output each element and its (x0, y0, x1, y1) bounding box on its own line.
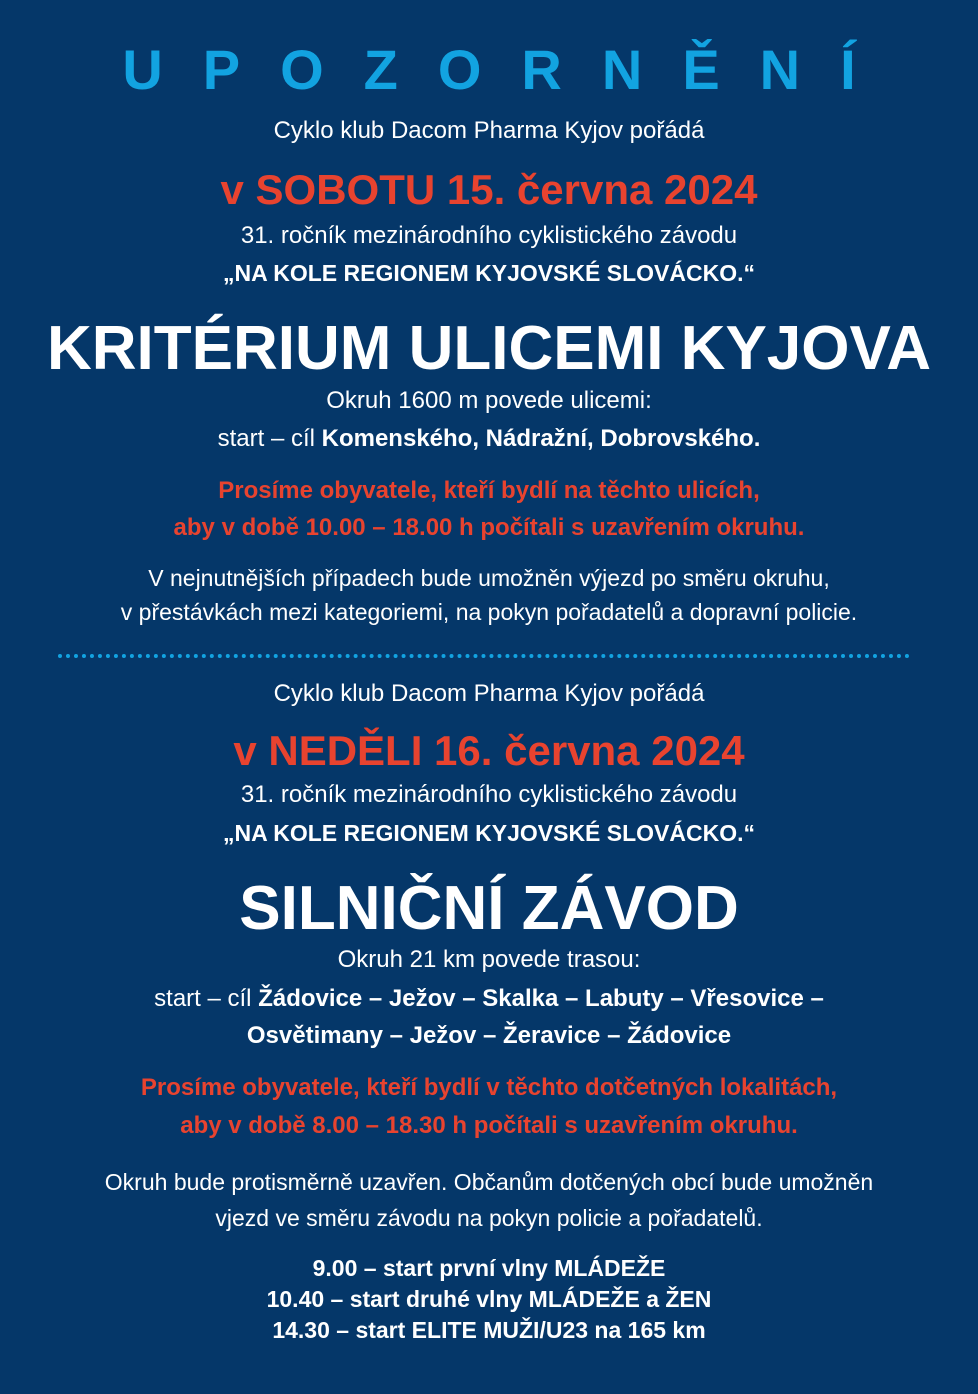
sunday-route-line1 (0, 984, 978, 1014)
sunday-route-stops-2: Osvětimany – Ježov – Žeravice – Žádovice (246, 1022, 732, 1049)
section-divider (58, 654, 910, 658)
saturday-route (0, 424, 978, 454)
schedule-item: 10.40 – start druhé vlny MLÁDEŽE a ŽEN (266, 1286, 712, 1312)
sunday-subtitle: 31. ročník mezinárodního cyklistického závodu (240, 781, 738, 808)
saturday-warning-line2: aby v době 10.00 – 18.00 h počítali s uzavřením okruhu. (173, 514, 805, 541)
schedule-item: 9.00 – start první vlny MLÁDEŽE (312, 1255, 666, 1281)
saturday-race-name: „NA KOLE REGIONEM KYJOVSKÉ SLOVÁCKO.“ (222, 260, 756, 286)
sunday-route-stops-1: Žádovice – Ježov – Skalka – Labuty – Vřesovice – (258, 985, 824, 1012)
sunday-circuit: Okruh 21 km povede trasou: (337, 946, 641, 973)
sunday-warning-line1: Prosíme obyvatele, kteří bydlí v těchto dotčetných lokalitách, (140, 1074, 838, 1101)
sunday-note-line2: vjezd ve směru závodu na pokyn policie a pořadatelů. (215, 1205, 763, 1231)
saturday-note-line2: v přestávkách mezi kategoriemi, na pokyn pořadatelů a dopravní policie. (120, 599, 858, 625)
saturday-event-title: KRITÉRIUM ULICEMI KYJOVA (46, 314, 932, 383)
saturday-circuit: Okruh 1600 m povede ulicemi: (326, 387, 652, 414)
sunday-date: v NEDĚLI 16. června 2024 (233, 727, 745, 774)
sunday-route-line2 (0, 1021, 978, 1051)
saturday-date: v SOBOTU 15. června 2024 (220, 166, 758, 213)
sunday-route-prefix: start – cíl (154, 985, 259, 1012)
sunday-warning-line2: aby v době 8.00 – 18.30 h počítali s uzavřením okruhu. (180, 1112, 798, 1139)
sunday-race-name: „NA KOLE REGIONEM KYJOVSKÉ SLOVÁCKO.“ (222, 820, 756, 846)
headline: UPOZORNĚNÍ (122, 38, 896, 101)
sunday-event-title: SILNIČNÍ ZÁVOD (239, 874, 739, 943)
schedule-item: 14.30 – start ELITE MUŽI/U23 na 165 km (272, 1317, 706, 1343)
saturday-route-prefix: start – cíl (217, 425, 322, 452)
saturday-route-streets: Komenského, Nádražní, Dobrovského. (321, 425, 761, 452)
saturday-intro: Cyklo klub Dacom Pharma Kyjov pořádá (273, 117, 705, 144)
sunday-intro: Cyklo klub Dacom Pharma Kyjov pořádá (273, 680, 705, 707)
saturday-subtitle: 31. ročník mezinárodního cyklistického závodu (240, 222, 738, 249)
saturday-note-line1: V nejnutnějších případech bude umožněn výjezd po směru okruhu, (148, 565, 830, 591)
sunday-note-line1: Okruh bude protisměrně uzavřen. Občanům dotčených obcí bude umožněn (104, 1169, 874, 1195)
saturday-warning-line1: Prosíme obyvatele, kteří bydlí na těchto ulicích, (218, 477, 760, 504)
